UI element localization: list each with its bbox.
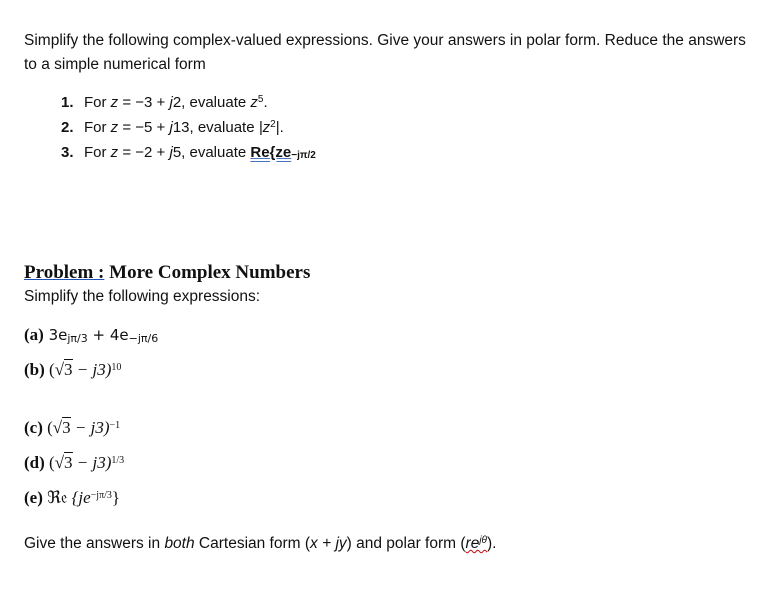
superscript: 2 — [270, 119, 276, 130]
list-number: 1. — [61, 94, 74, 111]
expr-body — [49, 360, 121, 379]
exponent: −jπ/6 — [128, 332, 159, 345]
footer-instruction — [24, 535, 496, 553]
expr-part: ( — [49, 453, 55, 472]
list-text: . — [263, 94, 268, 111]
cartesian-form: x + jy — [310, 535, 347, 552]
list-number: 3. — [61, 144, 74, 161]
var-j: j — [169, 144, 173, 161]
list-text: = −2 + — [118, 144, 170, 161]
list-item-2 — [61, 115, 316, 140]
expr-part: − j3) — [72, 360, 112, 379]
sqrt-sign: √ — [52, 418, 63, 437]
expr-a — [24, 325, 158, 345]
list-text: For — [84, 144, 111, 161]
expr-part: 3e — [48, 326, 68, 344]
sqrt-sign: √ — [54, 453, 65, 472]
target-expr-text: Re{ze — [250, 144, 292, 161]
sqrt-sign: √ — [54, 360, 65, 379]
expr-d — [24, 453, 124, 473]
list-text: For — [84, 119, 111, 136]
list-text: = −5 + — [118, 119, 170, 136]
exponent: 10 — [111, 362, 122, 373]
list-text: |. — [275, 119, 284, 136]
numbered-list — [61, 90, 316, 165]
expr-body — [47, 488, 120, 507]
exponent: jπ/3 — [67, 332, 88, 345]
expr-label: (c) — [24, 418, 43, 437]
superscript: 5 — [257, 94, 264, 105]
intro-paragraph: Simplify the following complex-valued expressions. Give your answers in polar form. Reduce the answers to a simple numerical form — [24, 32, 746, 73]
expr-part: ( — [47, 418, 53, 437]
expr-body — [49, 326, 159, 344]
expr-part: } — [111, 488, 121, 507]
polar-form — [466, 535, 487, 552]
expr-part: − j3) — [70, 418, 110, 437]
problem-title: More Complex Numbers — [104, 262, 311, 283]
polar-exponent: jθ — [479, 535, 487, 546]
exponent: −jπ/3 — [90, 490, 112, 501]
var-z: z — [110, 144, 119, 161]
target-expr: z — [250, 94, 258, 111]
target-expr — [250, 144, 291, 161]
var-j: j — [169, 94, 173, 111]
exponent: −1 — [109, 420, 121, 431]
radicand: 3 — [62, 418, 71, 437]
expr-part: ( — [49, 360, 55, 379]
expr-label: (b) — [24, 360, 45, 379]
polar-r: re — [465, 535, 480, 552]
expr-body — [49, 453, 124, 472]
var-j: j — [169, 119, 173, 136]
expr-part: {je — [67, 488, 91, 507]
list-number: 2. — [61, 119, 74, 136]
var-z: z — [110, 94, 119, 111]
expr-c — [24, 418, 120, 438]
expr-part: + 4e — [87, 326, 129, 344]
expr-b — [24, 360, 121, 380]
list-text: 13, evaluate — [172, 119, 259, 136]
expr-part: − j3) — [72, 453, 112, 472]
expr-label: (d) — [24, 453, 45, 472]
expr-label: (e) — [24, 488, 43, 507]
problem-subtitle: Simplify the following expressions: — [24, 288, 261, 305]
list-text: = −3 + — [118, 94, 170, 111]
problem-heading — [24, 262, 310, 284]
list-text: 2, evaluate — [172, 94, 251, 111]
expr-e — [24, 488, 120, 508]
expr-label: (a) — [24, 325, 44, 344]
target-expr: |z — [258, 119, 271, 136]
list-text: For — [84, 94, 111, 111]
subscript: −jπ/2 — [291, 150, 316, 161]
var-z: z — [110, 119, 119, 136]
radicand: 3 — [64, 453, 73, 472]
real-part-symbol: ℜ𝔢 — [47, 488, 68, 507]
list-item-3 — [61, 140, 316, 165]
footer-emphasis: both — [164, 535, 195, 552]
list-text: 5, evaluate — [172, 144, 251, 161]
problem-label: Problem : — [24, 262, 105, 283]
footer-text: ). — [486, 535, 497, 552]
footer-text: Give the answers in — [24, 535, 165, 552]
radicand: 3 — [64, 360, 73, 379]
list-item-1 — [61, 90, 316, 115]
expr-body — [47, 418, 120, 437]
footer-text: ) and polar form ( — [346, 535, 466, 552]
footer-text: Cartesian form ( — [194, 535, 311, 552]
exponent: 1/3 — [111, 455, 125, 466]
